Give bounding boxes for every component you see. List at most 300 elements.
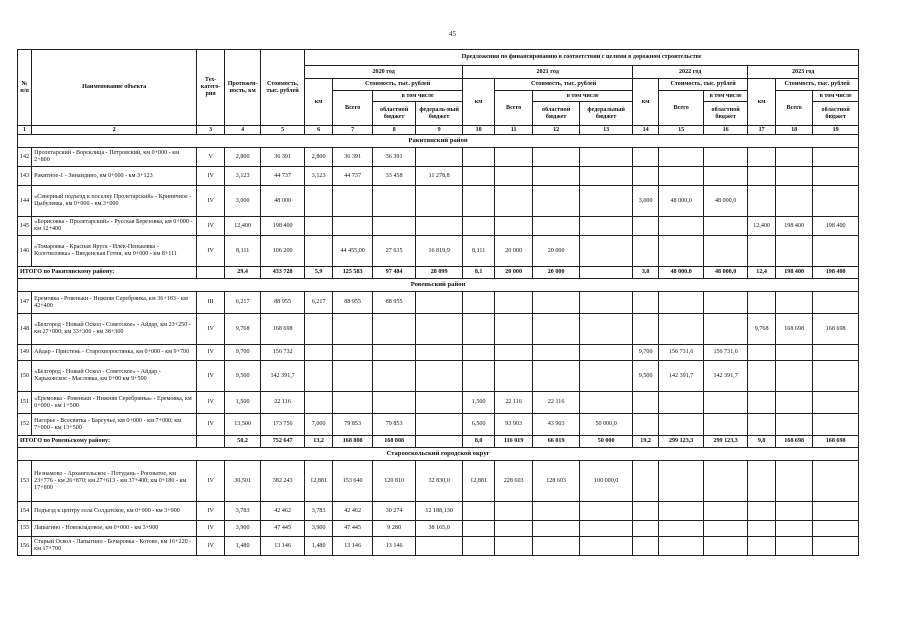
column-number: 7 <box>333 126 373 135</box>
table-cell <box>813 537 859 556</box>
table-cell <box>305 217 333 236</box>
table-cell <box>495 361 533 392</box>
header-federal: федеральный бюджет <box>580 102 633 126</box>
table-cell <box>463 186 495 217</box>
column-number: 11 <box>495 126 533 135</box>
column-number: 14 <box>633 126 659 135</box>
table-cell <box>495 537 533 556</box>
table-cell <box>580 392 633 414</box>
table-cell: 13,500 <box>225 414 261 436</box>
table-cell: 9,768 <box>748 314 776 345</box>
header-regional: областной бюджет <box>373 102 416 126</box>
table-cell <box>495 314 533 345</box>
table-cell <box>813 461 859 502</box>
table-cell <box>748 345 776 361</box>
table-cell <box>659 414 704 436</box>
table-cell <box>333 314 373 345</box>
row-number: 142 <box>18 148 32 167</box>
table-cell <box>305 345 333 361</box>
table-cell <box>416 537 463 556</box>
page-number: 45 <box>449 30 456 38</box>
table-cell <box>633 392 659 414</box>
total-cell: 66 019 <box>533 436 580 448</box>
column-number: 19 <box>813 126 859 135</box>
column-number: 12 <box>533 126 580 135</box>
total-cell: 8,0 <box>463 436 495 448</box>
object-name: Лапыгино - Новокладовое, км 0+000 - км 3+900 <box>32 521 197 537</box>
table-cell: 12,881 <box>463 461 495 502</box>
table-cell: 36 391 <box>333 148 373 167</box>
header-cost: Стоимость, тыс. рублей <box>261 50 305 126</box>
table-cell: 42 462 <box>333 502 373 521</box>
column-number: 17 <box>748 126 776 135</box>
table-cell <box>373 314 416 345</box>
table-cell <box>813 148 859 167</box>
table-cell <box>416 148 463 167</box>
table-cell: 198 400 <box>261 217 305 236</box>
total-cell: 8,1 <box>463 267 495 279</box>
table-cell <box>813 521 859 537</box>
header-km: км <box>633 79 659 126</box>
table-cell <box>633 461 659 502</box>
table-cell: 6,217 <box>225 292 261 314</box>
table-cell <box>305 236 333 267</box>
table-cell <box>580 361 633 392</box>
table-cell <box>776 414 813 436</box>
table-cell: 8,111 <box>225 236 261 267</box>
table-cell <box>416 292 463 314</box>
table-cell: 9,700 <box>225 345 261 361</box>
table-cell: 27 635 <box>373 236 416 267</box>
table-cell <box>463 292 495 314</box>
header-km: км <box>463 79 495 126</box>
table-cell <box>580 167 633 186</box>
table-cell <box>704 414 748 436</box>
table-cell: IV <box>197 414 225 436</box>
total-cell <box>197 436 225 448</box>
table-cell: 38 165,0 <box>416 521 463 537</box>
table-cell <box>813 292 859 314</box>
total-cell: 433 728 <box>261 267 305 279</box>
table-cell <box>533 537 580 556</box>
table-cell: 43 903 <box>533 414 580 436</box>
header-no: № п/п <box>18 50 32 126</box>
table-cell: 9 280 <box>373 521 416 537</box>
table-row <box>18 361 859 392</box>
object-name: Пролетарский - Ворсклица - Петровский, км 0+000 - км 2+800 <box>32 148 197 167</box>
table-cell <box>704 314 748 345</box>
table-cell: 142 391,7 <box>261 361 305 392</box>
table-cell: 2,800 <box>225 148 261 167</box>
object-name: «Борисовка - Пролетарский» - Русская Березовка, км 0+000 - км 12+400 <box>32 217 197 236</box>
table-cell <box>533 217 580 236</box>
table-cell: 142 391,7 <box>704 361 748 392</box>
table-cell: 1,480 <box>225 537 261 556</box>
table-cell <box>748 236 776 267</box>
table-cell <box>748 392 776 414</box>
total-cell <box>197 267 225 279</box>
column-number: 5 <box>261 126 305 135</box>
table-cell: 93 903 <box>495 414 533 436</box>
table-cell <box>416 345 463 361</box>
total-cell: 5,9 <box>305 267 333 279</box>
table-cell <box>704 292 748 314</box>
table-cell <box>659 292 704 314</box>
section-row <box>18 135 859 148</box>
row-number: 154 <box>18 502 32 521</box>
total-cell <box>580 267 633 279</box>
object-name: Незнамово - Архангельское - Потудань - Роговатое, км 23+776 - км 26+870; км 27+613 - км 37+400; км 0+180 - км 17+800 <box>32 461 197 502</box>
section-row <box>18 279 859 292</box>
table-cell <box>333 361 373 392</box>
header-name: Наименование объекта <box>32 50 197 126</box>
total-cell: 28 099 <box>416 267 463 279</box>
table-cell: 3,123 <box>225 167 261 186</box>
table-cell: IV <box>197 521 225 537</box>
table-cell: 20 000 <box>495 236 533 267</box>
table-row <box>18 345 859 361</box>
total-cell: 299 123,3 <box>659 436 704 448</box>
table-cell <box>580 345 633 361</box>
table-row <box>18 521 859 537</box>
total-cell: 168 808 <box>333 436 373 448</box>
header-regional: областной бюджет <box>813 102 859 126</box>
object-name: «Еремовка - Ровеньки - Нижняя Серебрянка» - Еремовка, км 0+000 - км 1+500 <box>32 392 197 414</box>
object-name: Нагорье - Всесвятка - Барсучье, км 0+000 - км 7+000; км 7+000 - км 13+500 <box>32 414 197 436</box>
table-cell <box>813 361 859 392</box>
table-cell <box>373 392 416 414</box>
table-row <box>18 414 859 436</box>
table-cell: 6,217 <box>305 292 333 314</box>
total-cell: 168 698 <box>776 436 813 448</box>
table-row <box>18 314 859 345</box>
table-cell <box>659 217 704 236</box>
table-cell: 168 698 <box>813 314 859 345</box>
table-cell: 12,400 <box>225 217 261 236</box>
table-cell <box>580 148 633 167</box>
table-cell: 7,000 <box>305 414 333 436</box>
table-cell <box>659 236 704 267</box>
row-number: 145 <box>18 217 32 236</box>
object-name: «Белгород - Новый Оскол - Советское» - Айдар - Харьковское - Масловка, км 0+00 км 9+500 <box>32 361 197 392</box>
total-cell: 299 123,3 <box>704 436 748 448</box>
table-cell <box>495 292 533 314</box>
table-cell <box>776 461 813 502</box>
table-cell <box>580 502 633 521</box>
header-year-2021: 2021 год <box>463 66 633 79</box>
column-number: 6 <box>305 126 333 135</box>
table-cell: 153 640 <box>333 461 373 502</box>
table-cell <box>776 361 813 392</box>
object-name: Подъезд к центру села Солдатское, км 0+000 - км 3+900 <box>32 502 197 521</box>
table-cell <box>533 314 580 345</box>
row-number: 149 <box>18 345 32 361</box>
table-cell: 88 955 <box>261 292 305 314</box>
table-cell <box>533 292 580 314</box>
table-cell <box>463 521 495 537</box>
table-cell: IV <box>197 392 225 414</box>
table-cell: 3,000 <box>633 186 659 217</box>
table-cell: 3,123 <box>305 167 333 186</box>
total-label: ИТОГО по Ракитянскому району: <box>18 267 197 279</box>
table-cell: 48 000,0 <box>704 186 748 217</box>
table-cell: 8,111 <box>463 236 495 267</box>
table-cell: 9,768 <box>225 314 261 345</box>
table-cell <box>533 148 580 167</box>
table-row <box>18 148 859 167</box>
table-cell <box>704 461 748 502</box>
row-number: 143 <box>18 167 32 186</box>
row-number: 153 <box>18 461 32 502</box>
table-cell <box>580 236 633 267</box>
table-cell <box>416 361 463 392</box>
table-cell <box>373 186 416 217</box>
table-row <box>18 502 859 521</box>
table-cell <box>704 502 748 521</box>
table-cell: IV <box>197 167 225 186</box>
table-cell: 142 391,7 <box>659 361 704 392</box>
total-cell: 29,4 <box>225 267 261 279</box>
table-cell <box>748 521 776 537</box>
header-proposals: Предложения по финансированию в соответствии с целями в дорожном строительстве <box>305 50 859 66</box>
total-cell: 50,2 <box>225 436 261 448</box>
header-regional: областной бюджет <box>533 102 580 126</box>
table-cell <box>776 148 813 167</box>
row-number: 151 <box>18 392 32 414</box>
table-cell: IV <box>197 236 225 267</box>
table-row <box>18 292 859 314</box>
section-title: Ракитянский район <box>18 135 859 148</box>
total-cell: 20 000 <box>533 267 580 279</box>
table-cell: 12 188,130 <box>416 502 463 521</box>
table-cell <box>463 345 495 361</box>
row-number: 144 <box>18 186 32 217</box>
table-cell: 3,783 <box>225 502 261 521</box>
table-cell <box>813 186 859 217</box>
table-cell <box>748 148 776 167</box>
table-cell <box>580 292 633 314</box>
table-cell <box>533 167 580 186</box>
table-cell: 198 400 <box>776 217 813 236</box>
table-cell: IV <box>197 186 225 217</box>
table-cell: 11 278,8 <box>416 167 463 186</box>
table-cell <box>333 345 373 361</box>
table-cell: 13 146 <box>261 537 305 556</box>
table-cell <box>580 217 633 236</box>
column-number: 8 <box>373 126 416 135</box>
table-cell <box>813 236 859 267</box>
table-cell: 48 000,0 <box>659 186 704 217</box>
table-cell: IV <box>197 461 225 502</box>
total-row <box>18 436 859 448</box>
table-cell: 3,783 <box>305 502 333 521</box>
table-cell <box>748 502 776 521</box>
table-cell <box>633 292 659 314</box>
total-cell: 168 698 <box>813 436 859 448</box>
table-cell: 47 445 <box>333 521 373 537</box>
table-cell <box>704 217 748 236</box>
object-name: Еремовка - Ровеньки - Нижняя Серебрянка, км 36+183 - км 42+400 <box>32 292 197 314</box>
column-number: 13 <box>580 126 633 135</box>
table-cell <box>659 502 704 521</box>
table-cell <box>748 186 776 217</box>
column-number: 9 <box>416 126 463 135</box>
table-cell: 44 737 <box>261 167 305 186</box>
table-cell: 36 391 <box>373 148 416 167</box>
table-row <box>18 186 859 217</box>
section-row <box>18 448 859 461</box>
table-cell <box>704 392 748 414</box>
header-length: Протяжен-ность, км <box>225 50 261 126</box>
table-cell: 30 274 <box>373 502 416 521</box>
total-cell: 97 484 <box>373 267 416 279</box>
header-year-2022: 2022 год <box>633 66 748 79</box>
table-cell <box>633 502 659 521</box>
table-cell <box>748 537 776 556</box>
header-total: Всего <box>333 91 373 126</box>
column-number: 2 <box>32 126 197 135</box>
table-cell: 32 830,0 <box>416 461 463 502</box>
table-cell: 3,900 <box>305 521 333 537</box>
object-name: «Северный подъезд к поселку Пролетарский» - Криничное - Цыбулевка, км 0+000 - км 3+000 <box>32 186 197 217</box>
table-cell <box>748 167 776 186</box>
header-including: в том числе <box>704 91 748 102</box>
table-cell <box>495 345 533 361</box>
table-cell <box>495 167 533 186</box>
total-label: ИТОГО по Ровеньскому району: <box>18 436 197 448</box>
table-cell <box>495 521 533 537</box>
header-year-2023: 2023 год <box>748 66 859 79</box>
table-cell <box>776 502 813 521</box>
total-cell: 12,4 <box>748 267 776 279</box>
table-cell <box>633 236 659 267</box>
total-cell: 116 019 <box>495 436 533 448</box>
header-cost-thousand: Стоимость, тыс. рублей <box>659 79 748 91</box>
total-cell: 19,2 <box>633 436 659 448</box>
table-cell <box>748 461 776 502</box>
object-name: Ракитное-1 - Зинаидино, км 0+000 - км 3+123 <box>32 167 197 186</box>
table-row <box>18 217 859 236</box>
header-including: в том числе <box>373 91 463 102</box>
table-cell <box>633 521 659 537</box>
header-cost-thousand: Стоимость, тыс. рублей <box>776 79 859 91</box>
table-cell <box>533 186 580 217</box>
table-cell <box>813 392 859 414</box>
total-cell: 9,8 <box>748 436 776 448</box>
table-cell <box>463 502 495 521</box>
table-cell <box>776 345 813 361</box>
column-number: 18 <box>776 126 813 135</box>
total-row <box>18 267 859 279</box>
table-cell <box>463 361 495 392</box>
table-cell <box>659 148 704 167</box>
column-number: 10 <box>463 126 495 135</box>
table-cell: 2,800 <box>305 148 333 167</box>
total-cell: 752 647 <box>261 436 305 448</box>
table-cell <box>463 537 495 556</box>
total-cell: 13,2 <box>305 436 333 448</box>
table-cell: 22 116 <box>261 392 305 414</box>
table-cell <box>463 167 495 186</box>
table-cell: 33 458 <box>373 167 416 186</box>
header-category: Тех-катего-рия <box>197 50 225 126</box>
total-cell: 125 583 <box>333 267 373 279</box>
table-cell <box>633 167 659 186</box>
table-cell: 100 000,0 <box>580 461 633 502</box>
table-cell <box>704 167 748 186</box>
row-number: 147 <box>18 292 32 314</box>
table-cell <box>659 537 704 556</box>
table-cell: 16 819,9 <box>416 236 463 267</box>
table-cell <box>776 521 813 537</box>
table-cell <box>533 345 580 361</box>
table-cell: 168 698 <box>776 314 813 345</box>
object-name: «Томаровка - Красная Яруга - Илёк-Пеньковка - Колотиловка» - Введенская Готня, км 0+000 - км 8+111 <box>32 236 197 267</box>
total-cell: 48 000,0 <box>659 267 704 279</box>
table-cell: 13 146 <box>373 537 416 556</box>
table-cell <box>659 314 704 345</box>
table-cell: 106 200 <box>261 236 305 267</box>
total-cell: 198 400 <box>776 267 813 279</box>
table-cell: 88 955 <box>333 292 373 314</box>
table-cell <box>533 361 580 392</box>
table-cell: 42 462 <box>261 502 305 521</box>
table-cell: IV <box>197 361 225 392</box>
table-cell <box>416 314 463 345</box>
table-cell: 1,480 <box>305 537 333 556</box>
section-title: Старооскольский городской округ <box>18 448 859 461</box>
header-including: в том числе <box>533 91 633 102</box>
table-cell: 12,881 <box>305 461 333 502</box>
table-cell <box>416 392 463 414</box>
total-cell: 3,0 <box>633 267 659 279</box>
table-cell <box>463 314 495 345</box>
table-cell: 30,501 <box>225 461 261 502</box>
object-name: Старый Оскол - Лапыгино - Бочаровка - Котово, км 16+220 - км 17+700 <box>32 537 197 556</box>
table-cell <box>495 186 533 217</box>
header-regional: областной бюджет <box>704 102 748 126</box>
column-number: 16 <box>704 126 748 135</box>
table-cell: 36 391 <box>261 148 305 167</box>
table-cell <box>748 292 776 314</box>
table-cell: 12,400 <box>748 217 776 236</box>
row-number: 148 <box>18 314 32 345</box>
table-cell <box>704 236 748 267</box>
table-cell <box>776 186 813 217</box>
table-cell: 20 000 <box>533 236 580 267</box>
table-cell: 1,500 <box>463 392 495 414</box>
table-cell <box>776 392 813 414</box>
total-cell: 198 400 <box>813 267 859 279</box>
table-cell: 44 737 <box>333 167 373 186</box>
road-construction-table <box>17 49 859 556</box>
table-cell <box>813 167 859 186</box>
table-cell: 228 603 <box>495 461 533 502</box>
table-cell <box>813 502 859 521</box>
header-total: Всего <box>659 91 704 126</box>
table-cell <box>776 236 813 267</box>
table-cell: 382 243 <box>261 461 305 502</box>
table-cell: 156 731,6 <box>704 345 748 361</box>
table-cell <box>373 217 416 236</box>
table-cell <box>776 292 813 314</box>
row-number: 150 <box>18 361 32 392</box>
table-cell: 22 116 <box>533 392 580 414</box>
table-cell <box>333 217 373 236</box>
table-cell <box>580 186 633 217</box>
total-cell: 48 000,0 <box>704 267 748 279</box>
header-km: км <box>305 79 333 126</box>
